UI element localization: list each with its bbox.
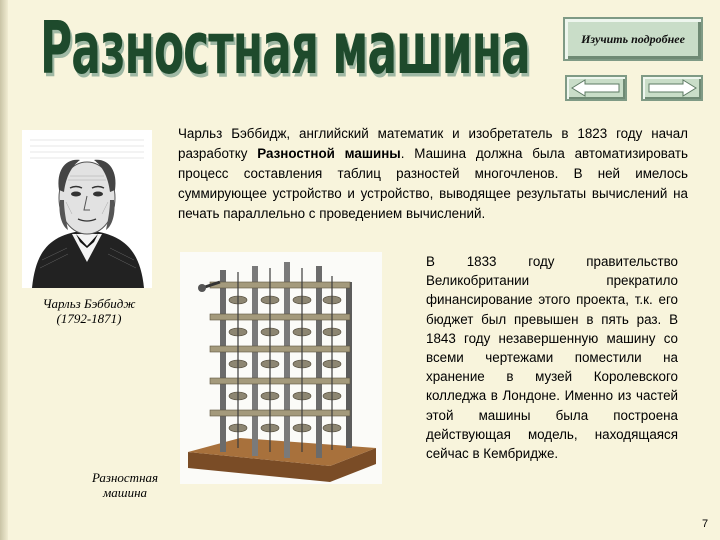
prev-slide-button[interactable] xyxy=(565,75,627,101)
intro-paragraph xyxy=(178,124,688,224)
arrow-right-icon xyxy=(647,79,697,97)
arrow-left-icon xyxy=(571,79,621,97)
left-decor-strip xyxy=(0,0,8,540)
next-slide-button[interactable] xyxy=(641,75,703,101)
intro-text-end: . Машина должна была автоматизировать процесс составления таблиц разностей многочленов. В ней имелось суммирующее устройство и устройство, выводящее результаты вычислений на печать параллельно с проведением вычислений. xyxy=(178,146,688,221)
portrait-caption-years: (1792-1871) xyxy=(56,311,122,326)
learn-more-button[interactable] xyxy=(563,17,703,61)
learn-more-label: Изучить подробнее xyxy=(581,31,685,46)
intro-highlight: Разностной машины xyxy=(257,146,401,161)
slide-title: Разностная машина xyxy=(40,7,530,92)
intro-text-start: Чарльз Бэббидж, английский математик и изобретатель в 1823 году начал разработку xyxy=(178,126,688,161)
history-paragraph: В 1833 году правительство Великобритании прекратило финансирование этого проекта, т.к. его бюджет был превышен в пять раз. В 1843 году незавершенную машину со всеми чертежами поместили на хранение в музей Королевского колледжа в Лондоне. Именно из частей этой машины была построена действующая модель, находящаяся сейчас в Кембридже. xyxy=(426,254,678,462)
machine-caption: Разностная машина xyxy=(91,470,159,500)
portrait-caption xyxy=(20,296,158,326)
portrait-caption-name: Чарльз Бэббидж xyxy=(42,296,136,311)
page-number: 7 xyxy=(702,518,709,530)
babbage-portrait xyxy=(22,130,152,288)
difference-engine-photo xyxy=(180,252,382,484)
